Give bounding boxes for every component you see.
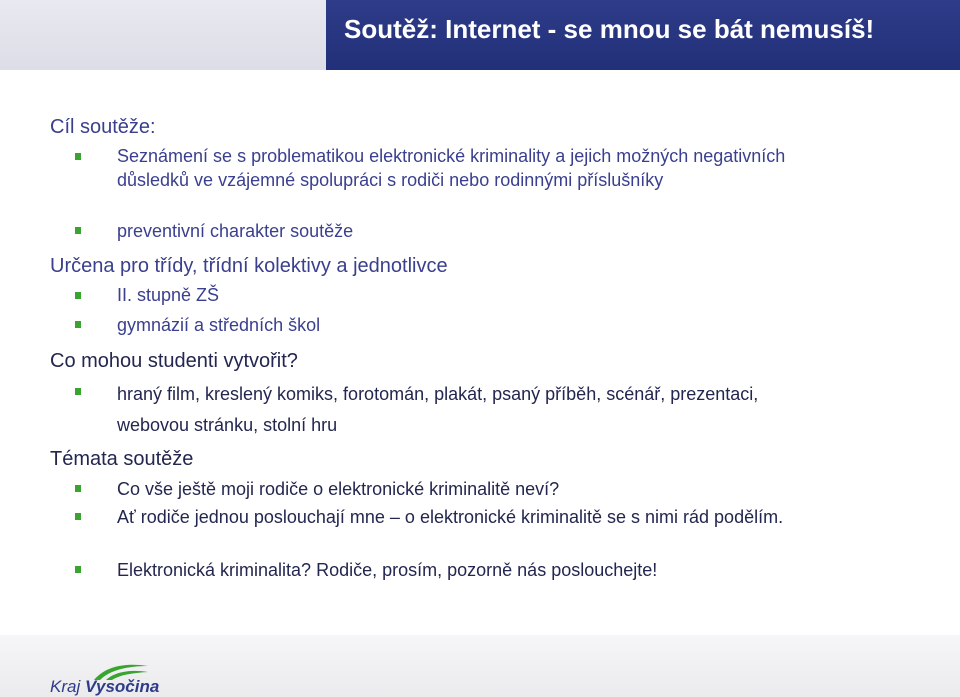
list-item: II. stupně ZŠ [117,285,220,305]
logo-word-kraj: Kraj [50,677,81,696]
bullet-icon [75,227,81,234]
section-heading-topics: Témata soutěže [50,448,194,470]
list-item: hraný film, kreslený komiks, forotomán, plakát, psaný příběh, scénář, prezentaci, webovou stránku, stolní hru [117,384,759,435]
logo-text [50,677,159,697]
bullet-icon [75,485,81,492]
bullet-icon [75,321,81,328]
list-item: Ať rodiče jednou poslouchají mne – o elektronické kriminalitě se s nimi rád podělím. [117,507,784,527]
bullet-icon [75,292,81,299]
header-left-panel [0,0,326,70]
bullet-icon [75,388,81,395]
section-heading-target: Určena pro třídy, třídní kolektivy a jednotlivce [50,255,448,277]
logo-word-vysocina: Vysočina [84,677,160,696]
bullet-icon [75,513,81,520]
list-item: gymnázií a středních škol [117,315,321,335]
section-heading-goal: Cíl soutěže: [50,116,156,138]
bullet-icon [75,153,81,160]
list-item: Co vše ještě moji rodiče o elektronické kriminalitě neví? [117,479,560,499]
bullet-icon [75,566,81,573]
list-item: preventivní charakter soutěže [117,221,354,241]
kraj-vysocina-logo [50,660,160,696]
list-item: Elektronická kriminalita? Rodiče, prosím, pozorně nás poslouchejte! [117,560,658,580]
slide-title: Soutěž: Internet - se mnou se bát nemusíš! [344,14,875,44]
list-item: Seznámení se s problematikou elektronické kriminality a jejich možných negativních důsledků ve vzájemné spolupráci s rodiči nebo rodinnými příslušníky [117,146,786,190]
section-heading-create: Co mohou studenti vytvořit? [50,350,298,372]
slide-header [0,0,960,70]
